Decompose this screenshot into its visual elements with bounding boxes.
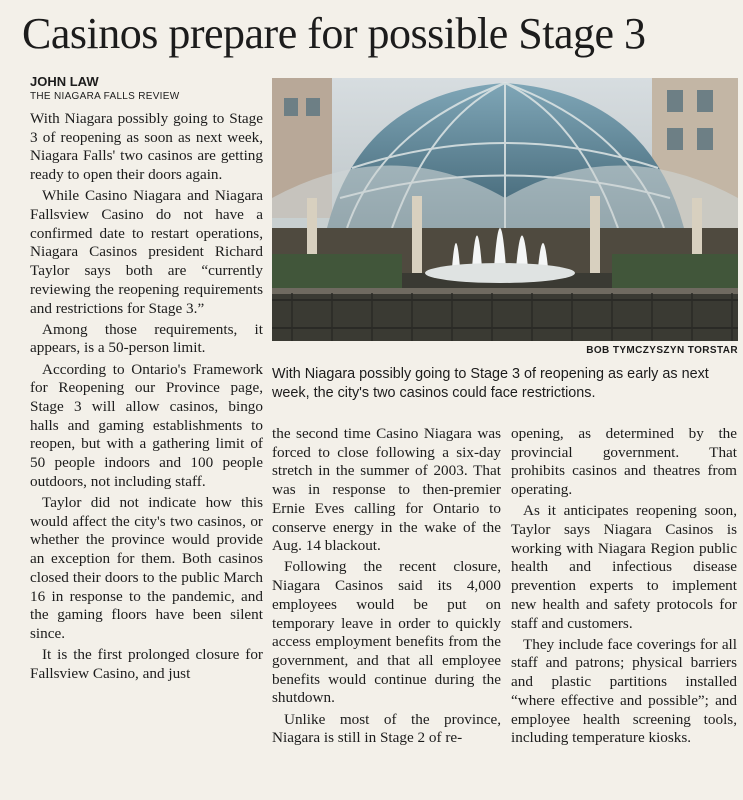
headline: Casinos prepare for possible Stage 3	[22, 9, 646, 58]
paragraph: Taylor did not indicate how this would affect the city's two casinos, or whether the province would provide an exception for them. Both casinos closed their doors to the public March 16 in response to the pandemic, and the gaming floors have been silent since.	[30, 494, 263, 642]
paragraph: Following the recent closure, Niagara Casinos said its 4,000 employees would be put on temporary leave in order to quickly access employment benefits from the government, and that all employee benefits would continue during the shutdown.	[272, 558, 501, 707]
byline-author: JOHN LAW	[30, 74, 99, 89]
paragraph: While Casino Niagara and Niagara Fallsview Casino do not have a confirmed date to restart operations, Niagara Casinos president Richard Taylor says both are “currently reviewing the reopening requirements and restrictions for Stage 3.”	[30, 187, 263, 317]
paragraph: With Niagara possibly going to Stage 3 of reopening as soon as next week, Niagara Falls' two casinos are getting ready to open their doors again.	[30, 110, 263, 184]
paragraph: the second time Casino Niagara was forced to close following a six-day stretch in the summer of 2003. That was in response to then-premier Ernie Eves calling for Ontario to conserve energy in the wake of the Aug. 14 blackout.	[272, 425, 501, 555]
photo-caption: With Niagara possibly going to Stage 3 of reopening as early as next week, the city's two casinos could face restrictions.	[272, 366, 709, 401]
paragraph: opening, as determined by the provincial government. That prohibits casinos and theatres from operating.	[511, 425, 737, 499]
byline-publication: THE NIAGARA FALLS REVIEW	[30, 91, 180, 102]
paragraph: Unlike most of the province, Niagara is still in Stage 2 of re-	[272, 710, 501, 747]
paragraph: Among those requirements, it appears, is a 50-person limit.	[30, 320, 263, 357]
photo-credit: BOB TYMCZYSZYN TORSTAR	[586, 345, 738, 356]
article-column-2	[272, 425, 501, 750]
paragraph: According to Ontario's Framework for Reopening our Province page, Stage 3 will allow casinos, bingo halls and gaming establishments to reopen, but with a gathering limit of 50 people indoors and 100 people outdoors, not including staff.	[30, 360, 263, 490]
paragraph: They include face coverings for all staff and patrons; physical barriers and plastic partitions installed “where effective and possible”; and employee health screening tools, including temperature kiosks.	[511, 635, 737, 747]
casino-photo	[272, 78, 738, 341]
article-column-1	[30, 110, 263, 686]
paragraph: As it anticipates reopening soon, Taylor says Niagara Casinos is working with Niagara Region public health and infectious disease prevention experts to implement new health and safety protocols for staff and customers.	[511, 502, 737, 632]
casino-fountain-image	[272, 78, 738, 341]
article-column-3	[511, 425, 737, 750]
paragraph: It is the first prolonged closure for Fallsview Casino, and just	[30, 646, 263, 682]
